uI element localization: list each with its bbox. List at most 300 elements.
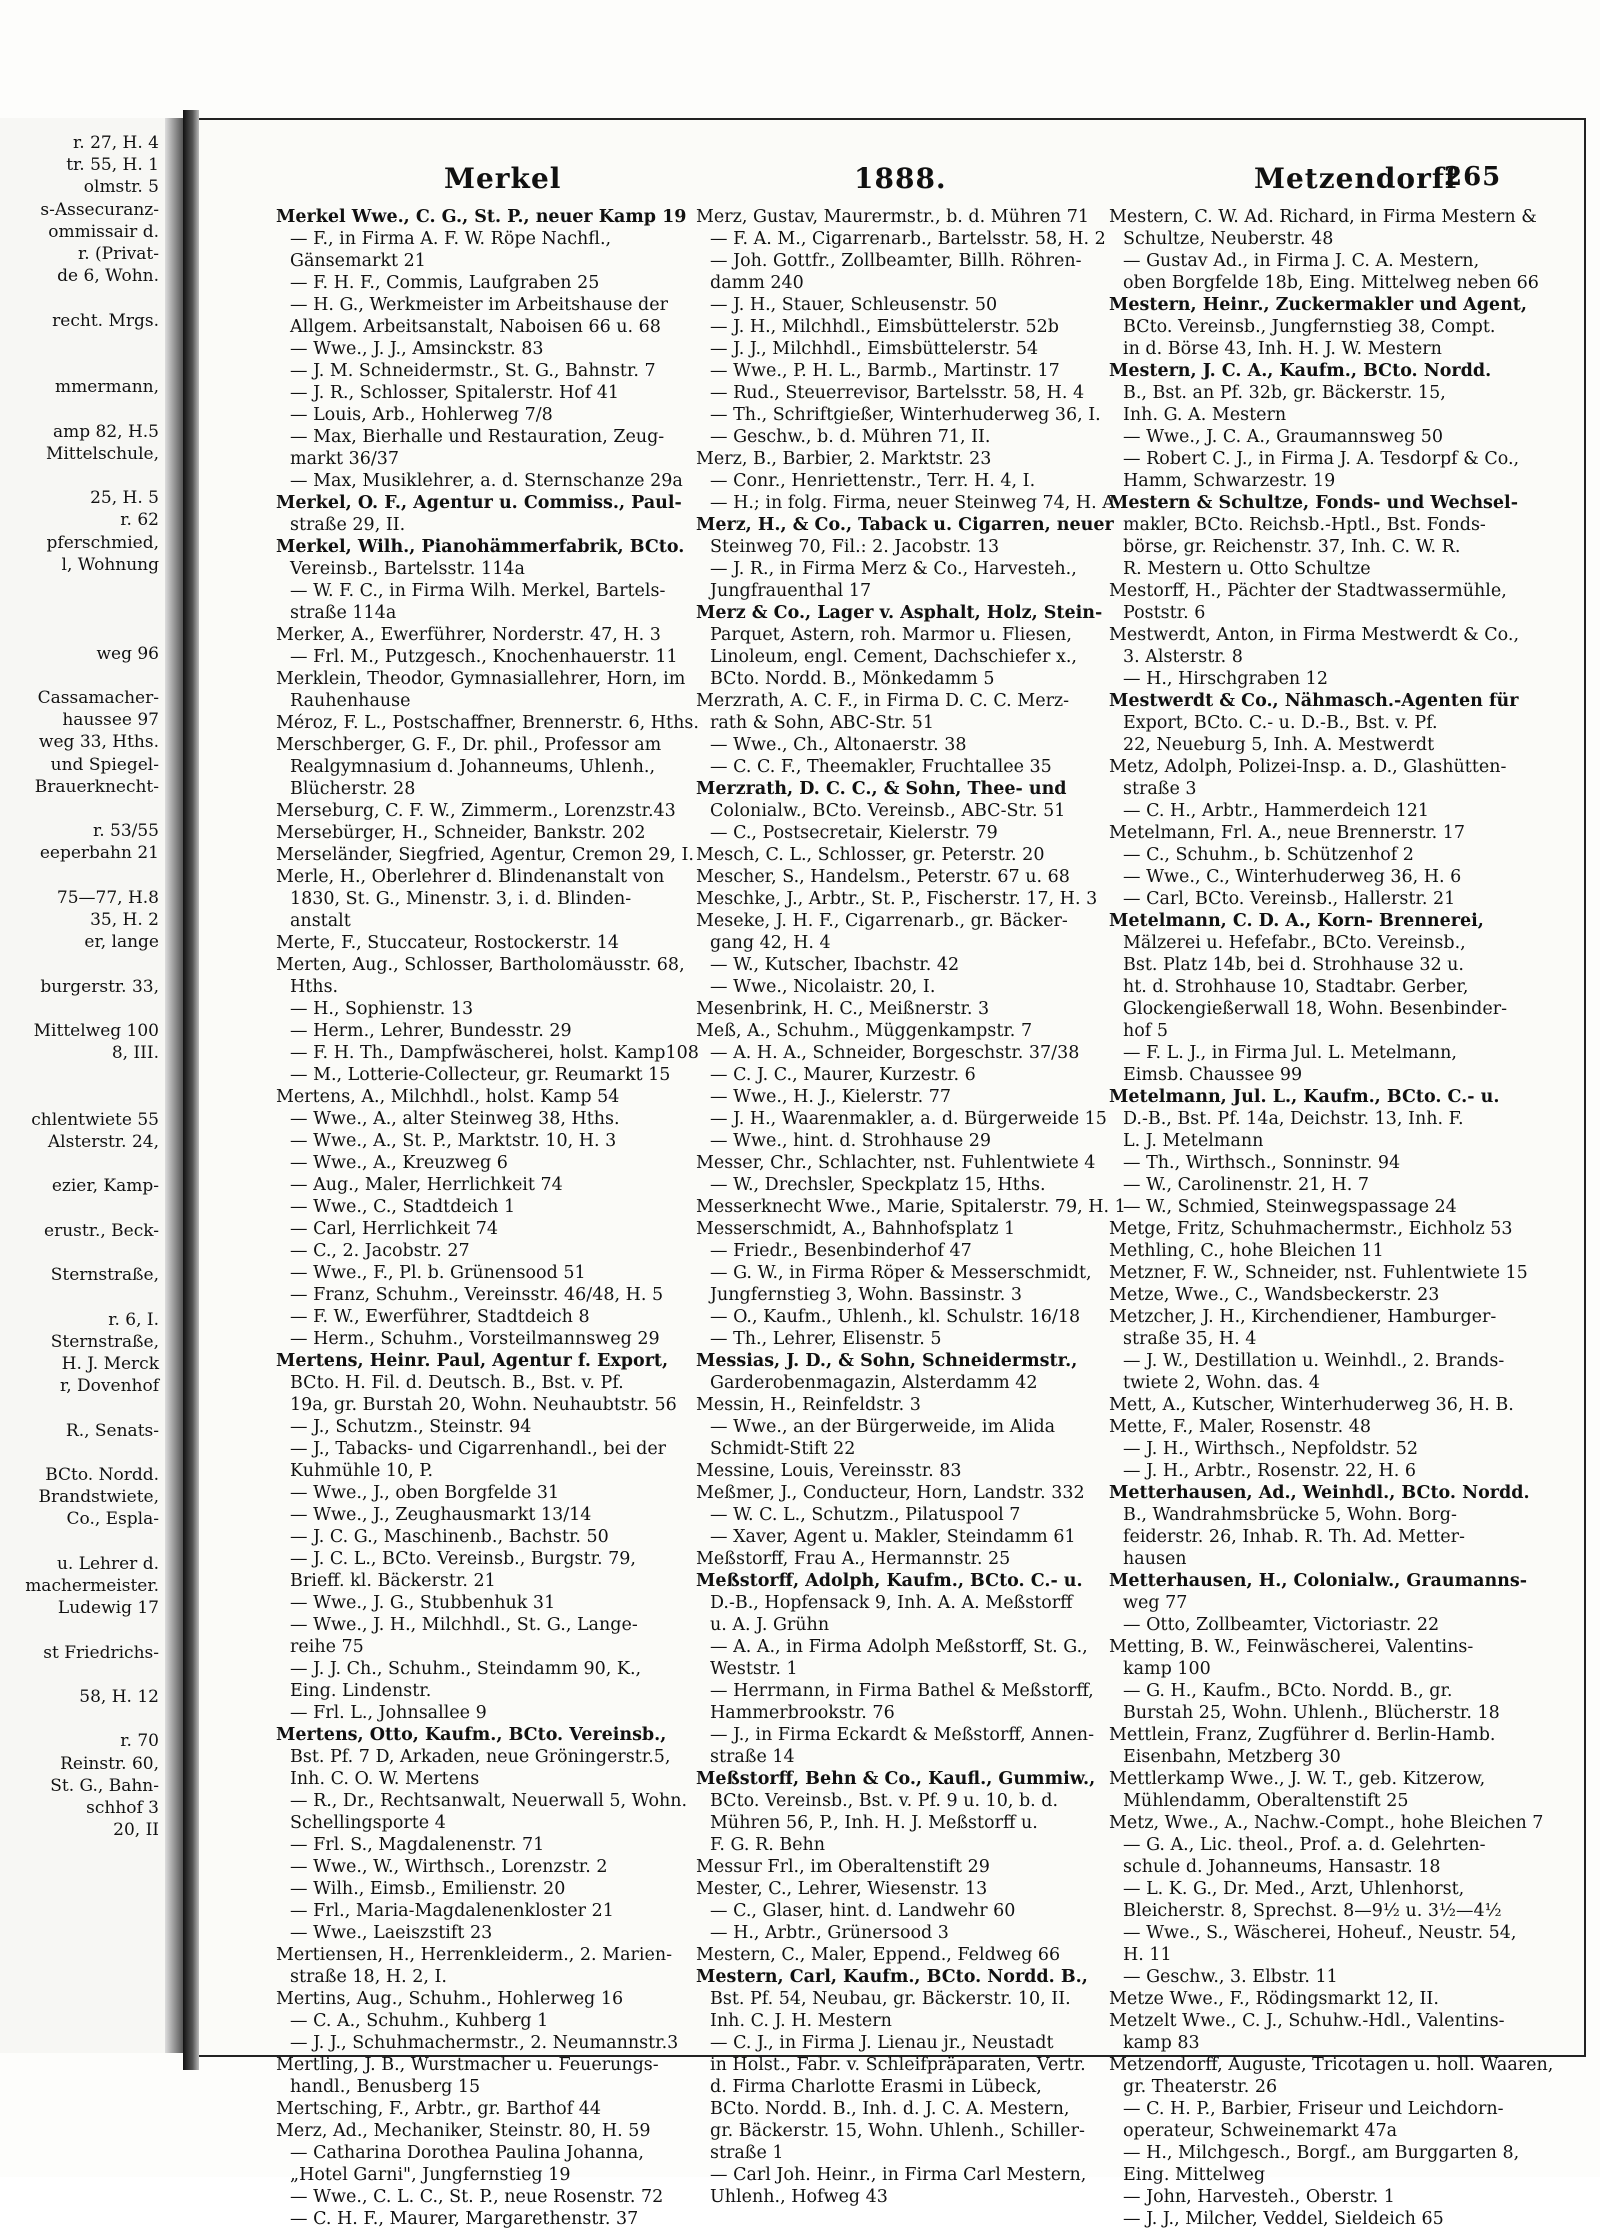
left-page-fragment-line: olmstr. 5 [83,177,159,198]
directory-entry: — Herrmann, in Firma Bathel & Meßstorff, [710,1681,1094,1701]
directory-entry: BCto. Vereinsb., Jungfernstieg 38, Compt. [1123,317,1496,337]
left-page-fragment-line: Cassamacher- [37,688,159,708]
left-page-fragment-line: 35, H. 2 [90,910,159,930]
directory-entry: Metzner, F. W., Schneider, nst. Fuhlentwiete 15 [1109,1263,1528,1283]
directory-entry: Blücherstr. 28 [290,779,416,799]
directory-entry: Merz, Ad., Mechaniker, Steinstr. 80, H. 59 [276,2121,651,2141]
left-page-fragment-line: st Friedrichs- [43,1642,159,1663]
directory-entry: — Th., Lehrer, Elisenstr. 5 [710,1329,942,1349]
directory-entry: — Aug., Maler, Herrlichkeit 74 [290,1175,563,1195]
directory-entry: Mestern, C. W. Ad. Richard, in Firma Mestern & [1109,207,1537,227]
directory-entry: Merz, B., Barbier, 2. Marktstr. 23 [696,449,992,469]
left-page-fragment-line: ommissair d. [48,221,159,242]
left-page-fragment-line: Alsterstr. 24, [47,1132,159,1152]
directory-entry: — Conr., Henriettenstr., Terr. H. 4, I. [710,471,1036,491]
directory-column-3 [1109,206,1554,2229]
directory-entry: — H., Milchgesch., Borgf., am Burggarten 8, [1123,2143,1520,2163]
directory-entry: 3. Alsterstr. 8 [1123,647,1243,667]
directory-entry: — J. J., Milcher, Veddel, Sieldeich 65 [1123,2209,1444,2229]
directory-entry: anstalt [290,911,351,931]
page-number: 265 [1444,162,1502,192]
directory-entry: — F. H. F., Commis, Laufgraben 25 [290,273,600,293]
directory-entry: — Wwe., an der Bürgerweide, im Alida [710,1417,1056,1437]
directory-entry: Mertens, Heinr. Paul, Agentur f. Export, [276,1351,669,1371]
directory-entry: — J. R., in Firma Merz & Co., Harvesteh., [710,559,1077,579]
directory-entry: Mertins, Aug., Schuhm., Hohlerweg 16 [276,1989,624,2009]
directory-entry: — Louis, Arb., Hohlerweg 7/8 [290,405,553,425]
directory-entry: Schultze, Neuberstr. 48 [1123,229,1334,249]
directory-entry: Mescher, S., Handelsm., Peterstr. 67 u. 68 [696,867,1070,887]
left-page-fragment-line: H. J. Merck [61,1354,159,1374]
left-page-fragment-line: r, Dovenhof [59,1376,159,1397]
left-page-fragment-line: St. G., Bahn- [50,1775,159,1796]
directory-entry: in d. Börse 43, Inh. H. J. W. Mestern [1123,339,1442,359]
directory-entry: — G. W., in Firma Röper & Messerschmidt, [710,1263,1092,1283]
directory-entry: — O., Kaufm., Uhlenh., kl. Schulstr. 16/18 [710,1307,1081,1327]
directory-entry: — J. H., Waarenmakler, a. d. Bürgerweide 15 [710,1109,1107,1129]
directory-entry: Garderobenmagazin, Alsterdamm 42 [710,1373,1038,1393]
directory-entry: — Max, Bierhalle und Restauration, Zeug- [290,427,665,447]
directory-entry: Meßstorff, Frau A., Hermannstr. 25 [696,1549,1011,1569]
directory-entry: börse, gr. Reichenstr. 37, Inh. C. W. R. [1123,537,1461,557]
directory-entry: Messer, Chr., Schlachter, nst. Fuhlentwiete 4 [696,1153,1096,1173]
directory-entry: — Geschw., b. d. Mühren 71, II. [710,427,991,447]
directory-entry: gr. Bäckerstr. 15, Wohn. Uhlenh., Schiller- [710,2121,1085,2141]
left-page-fragment-line: schhof 3 [86,1798,159,1818]
directory-entry: Bst. Pf. 7 D, Arkaden, neue Gröningerstr.5, [290,1747,671,1767]
left-page-gutter-shadow [165,118,183,2053]
directory-entry: Allgem. Arbeitsanstalt, Naboisen 66 u. 68 [290,317,661,337]
directory-entry: — Th., Wirthsch., Sonninstr. 94 [1123,1153,1401,1173]
left-page-fragment-line: r. 6, I. [108,1309,159,1330]
left-page-fragment-line: r. 62 [120,510,159,531]
left-page-fragment-line: Ludewig 17 [57,1598,159,1619]
directory-entry: Bst. Platz 14b, bei d. Strohhause 32 u. [1123,955,1464,975]
directory-entry: — Wwe., J. C. A., Graumannsweg 50 [1123,427,1444,447]
directory-entry: — Otto, Zollbeamter, Victoriastr. 22 [1123,1615,1440,1635]
directory-entry: Mühlendamm, Oberaltenstift 25 [1123,1791,1409,1811]
directory-entry: — Robert C. J., in Firma J. A. Tesdorpf & Co., [1123,449,1520,469]
directory-entry: — Carl, BCto. Vereinsb., Hallerstr. 21 [1123,889,1456,909]
left-page-fragment [0,118,185,2053]
left-page-fragment-line: ezier, Kamp- [51,1176,159,1197]
directory-entry: — Frl. L., Johnsallee 9 [290,1703,487,1723]
directory-entry: — H., Arbtr., Grünersood 3 [710,1923,949,1943]
directory-entry: — Wilh., Eimsb., Emilienstr. 20 [290,1879,566,1899]
left-page-fragment-line: erustr., Beck- [44,1220,159,1241]
directory-entry: — J. H., Stauer, Schleusenstr. 50 [710,295,998,315]
directory-entry: — W. F. C., in Firma Wilh. Merkel, Bartels- [290,581,666,601]
directory-entry: — Herm., Lehrer, Bundesstr. 29 [290,1021,572,1041]
directory-entry: — C., Glaser, hint. d. Landwehr 60 [710,1901,1016,1921]
directory-entry: — F. W., Ewerführer, Stadtdeich 8 [290,1307,590,1327]
directory-entry: Merseländer, Siegfried, Agentur, Cremon 29, I. [276,845,694,865]
directory-entry: d. Firma Charlotte Erasmi in Lübeck, [710,2077,1042,2097]
left-page-fragment-line: machermeister. [25,1576,159,1596]
directory-entry: straße 29, II. [290,515,406,535]
directory-entry: Poststr. 6 [1123,603,1206,623]
left-page-fragment-line: weg 33, Hths. [38,732,159,753]
directory-entry: — C. H. F., Maurer, Margarethenstr. 37 [290,2209,639,2229]
directory-entry: BCto. Nordd. B., Mönkedamm 5 [710,669,995,689]
directory-entry: straße 18, H. 2, I. [290,1967,447,1987]
directory-entry: Metze, Wwe., C., Wandsbeckerstr. 23 [1109,1285,1440,1305]
directory-entry: markt 36/37 [290,449,400,469]
left-page-fragment-line: 75—77, H.8 [56,887,159,908]
directory-entry: schule d. Johanneums, Hansastr. 18 [1123,1857,1441,1877]
directory-entry: — Wwe., C. L. C., St. P., neue Rosenstr. 72 [290,2187,664,2207]
directory-entry: weg 77 [1123,1593,1188,1613]
directory-entry: Mette, F., Maler, Rosenstr. 48 [1109,1417,1371,1437]
directory-entry: Weststr. 1 [710,1659,798,1679]
directory-entry: hausen [1123,1549,1187,1569]
directory-entry: straße 14 [710,1747,795,1767]
directory-entry: Mesenbrink, H. C., Meißnerstr. 3 [696,999,990,1019]
directory-entry: Vereinsb., Bartelsstr. 114a [290,559,525,579]
left-page-fragment-line: 20, II [113,1820,159,1841]
directory-entry: L. J. Metelmann [1123,1131,1264,1151]
directory-entry: Merz & Co., Lager v. Asphalt, Holz, Stein- [696,603,1103,623]
directory-entry: — F. H. Th., Dampfwäscherei, holst. Kamp108 [290,1043,699,1063]
left-page-fragment-line: chlentwiete 55 [31,1109,159,1130]
directory-entry: Merten, Aug., Schlosser, Bartholomäusstr. 68, [276,955,685,975]
directory-entry: Merklein, Theodor, Gymnasiallehrer, Horn, im [276,669,686,689]
left-page-fragment-line: 8, III. [111,1043,159,1064]
directory-entry: — J. M. Schneidermstr., St. G., Bahnstr. 7 [290,361,656,381]
directory-entry: Mestorff, H., Pächter der Stadtwassermühle, [1109,581,1507,601]
directory-entry: Meschke, J., Arbtr., St. P., Fischerstr. 17, H. 3 [696,889,1098,909]
directory-entry: Mestern, J. C. A., Kaufm., BCto. Nordd. [1109,361,1492,381]
directory-entry: — Wwe., W., Wirthsch., Lorenzstr. 2 [290,1857,608,1877]
directory-entry: B., Bst. an Pf. 32b, gr. Bäckerstr. 15, [1123,383,1446,403]
directory-entry: — C., Schuhm., b. Schützenhof 2 [1123,845,1414,865]
directory-entry: Mertsching, F., Arbtr., gr. Barthof 44 [276,2099,601,2119]
left-page-fragment-line: 58, H. 12 [79,1687,159,1707]
directory-entry: — J. J., Schuhmachermstr., 2. Neumannstr.3 [290,2033,679,2053]
directory-entry: gang 42, H. 4 [710,933,831,953]
left-page-fragment-line: Sternstraße, [50,1331,159,1352]
directory-entry: Bst. Pf. 54, Neubau, gr. Bäckerstr. 10, II. [710,1989,1071,2009]
left-page-fragment-line: eeperbahn 21 [39,843,159,864]
directory-entry: — J. J. Ch., Schuhm., Steindamm 90, K., [290,1659,642,1679]
directory-entry: Merz, H., & Co., Taback u. Cigarren, neuer [696,515,1114,535]
left-page-fragment-line: s-Assecuranz- [40,199,159,220]
directory-entry: — H., Hirschgraben 12 [1123,669,1328,689]
directory-entry: — W., Carolinenstr. 21, H. 7 [1123,1175,1369,1195]
directory-entry: Mertiensen, H., Herrenkleiderm., 2. Marien- [276,1945,673,1965]
directory-entry: Mett, A., Kutscher, Winterhuderweg 36, H. B. [1109,1395,1514,1415]
directory-entry: — H.; in folg. Firma, neuer Steinweg 74, H. A. [710,493,1121,513]
left-page-fragment-line: mmermann, [55,377,159,398]
directory-entry: Metelmann, Jul. L., Kaufm., BCto. C.- u. [1109,1087,1500,1107]
directory-entry: Messerknecht Wwe., Marie, Spitalerstr. 79, H. 1 [696,1197,1126,1217]
directory-entry: hof 5 [1123,1021,1168,1041]
directory-entry: — J., in Firma Eckardt & Meßstorff, Annen- [710,1725,1094,1745]
directory-entry: Metzelt Wwe., C. J., Schuhw.-Hdl., Valentins- [1109,2011,1505,2031]
directory-entry: Mertling, J. B., Wurstmacher u. Feuerungs- [276,2055,659,2075]
directory-entry: — J. W., Destillation u. Weinhdl., 2. Brands- [1123,1351,1505,1371]
directory-entry: B., Wandrahmsbrücke 5, Wohn. Borg- [1123,1505,1457,1525]
directory-entry: Merte, F., Stuccateur, Rostockerstr. 14 [276,933,620,953]
directory-entry: Meseke, J. H. F., Cigarrenarb., gr. Bäcker- [696,911,1068,931]
directory-entry: Mestern, C., Maler, Eppend., Feldweg 66 [696,1945,1061,1965]
left-page-fragment-line: und Spiegel- [50,754,159,775]
directory-entry: kamp 83 [1123,2033,1200,2053]
directory-entry: — Rud., Steuerrevisor, Bartelsstr. 58, H. 4 [710,383,1085,403]
directory-entry: feiderstr. 26, Inhab. R. Th. Ad. Metter- [1123,1527,1465,1547]
directory-entry: Mertens, A., Milchhdl., holst. Kamp 54 [276,1087,620,1107]
directory-entry: Mestwerdt & Co., Nähmasch.-Agenten für [1109,691,1519,711]
directory-entry: Hamm, Schwarzestr. 19 [1123,471,1336,491]
directory-entry: makler, BCto. Reichsb.-Hptl., Bst. Fonds- [1123,515,1486,535]
directory-entry: — Wwe., A., St. P., Marktstr. 10, H. 3 [290,1131,617,1151]
directory-entry: Metzendorff, Auguste, Tricotagen u. holl. Waaren, [1109,2055,1554,2075]
directory-entry: Colonialw., BCto. Vereinsb., ABC-Str. 51 [710,801,1066,821]
directory-entry: damm 240 [710,273,804,293]
left-page-fragment-line: Co., Espla- [66,1509,159,1530]
directory-entry: straße 3 [1123,779,1197,799]
directory-entry: 19a, gr. Burstah 20, Wohn. Neuhaubtstr. 56 [290,1395,677,1415]
directory-entry: Metz, Wwe., A., Nachw.-Compt., hohe Bleichen 7 [1109,1813,1544,1833]
directory-entry: Inh. C. O. W. Mertens [290,1769,480,1789]
directory-entry: Merzrath, D. C. C., & Sohn, Thee- und [696,779,1067,799]
directory-entry: — Gustav Ad., in Firma J. C. A. Mestern, [1123,251,1480,271]
directory-entry: — Wwe., A., alter Steinweg 38, Hths. [290,1109,620,1129]
directory-entry: straße 114a [290,603,397,623]
directory-entry: Merle, H., Oberlehrer d. Blindenanstalt von [276,867,665,887]
left-page-fragment-line: er, lange [84,932,159,953]
directory-entry: — Wwe., J. J., Amsinckstr. 83 [290,339,544,359]
directory-entry: Export, BCto. C.- u. D.-B., Bst. v. Pf. [1123,713,1438,733]
directory-entry: D.-B., Hopfensack 9, Inh. A. A. Meßstorff [710,1593,1073,1613]
directory-entry: straße 35, H. 4 [1123,1329,1257,1349]
directory-entry: operateur, Schweinemarkt 47a [1123,2121,1398,2141]
directory-entry: Meßstorff, Adolph, Kaufm., BCto. C.- u. [696,1571,1083,1591]
directory-entry: Eing. Lindenstr. [290,1681,432,1701]
directory-entry: Metelmann, C. D. A., Korn- Brennerei, [1109,911,1484,931]
directory-entry: in Holst., Fabr. v. Schleifpräparaten, Vertr. [710,2055,1086,2075]
directory-entry: — J. R., Schlosser, Spitalerstr. Hof 41 [290,383,620,403]
left-page-fragment-line: weg 96 [96,643,159,664]
directory-entry: — W. C. L., Schutzm., Pilatuspool 7 [710,1505,1021,1525]
directory-entry: R. Mestern u. Otto Schultze [1123,559,1371,579]
directory-entry: Metzcher, J. H., Kirchendiener, Hamburger- [1109,1307,1497,1327]
directory-entry: — G. A., Lic. theol., Prof. a. d. Gelehrten- [1123,1835,1486,1855]
directory-entry: — Geschw., 3. Elbstr. 11 [1123,1967,1338,1987]
left-page-fragment-line: recht. Mrgs. [52,310,159,331]
directory-entry: Merseburg, C. F. W., Zimmerm., Lorenzstr.43 [276,801,676,821]
directory-entry: — C. J. C., Maurer, Kurzestr. 6 [710,1065,976,1085]
directory-entry: Metting, B. W., Feinwäscherei, Valentins- [1109,1637,1474,1657]
directory-entry: — J. C. G., Maschinenb., Bachstr. 50 [290,1527,609,1547]
directory-entry: Metterhausen, H., Colonialw., Graumanns- [1109,1571,1528,1591]
directory-entry: — Wwe., C., Stadtdeich 1 [290,1197,516,1217]
directory-entry: Mestern, Heinr., Zuckermakler und Agent, [1109,295,1527,315]
directory-entry: — Wwe., J., Zeughausmarkt 13/14 [290,1505,592,1525]
directory-entry: — Wwe., Ch., Altonaerstr. 38 [710,735,967,755]
header-left-keyword: Merkel [444,162,562,195]
directory-entry: — Th., Schriftgießer, Winterhuderweg 36, I. [710,405,1101,425]
directory-entry: — Wwe., J., oben Borgfelde 31 [290,1483,560,1503]
directory-entry: — H. G., Werkmeister im Arbeitshause der [290,295,668,315]
directory-entry: — A. H. A., Schneider, Borgeschstr. 37/38 [710,1043,1080,1063]
directory-page [199,118,1586,2229]
directory-entry: — Wwe., A., Kreuzweg 6 [290,1153,508,1173]
left-page-fragment-line: r. 70 [120,1731,159,1752]
directory-entry: Messine, Louis, Vereinsstr. 83 [696,1461,962,1481]
directory-entry: Eing. Mittelweg [1123,2165,1266,2185]
directory-entry: Merz, Gustav, Maurermstr., b. d. Mühren 71 [696,207,1090,227]
directory-entry: D.-B., Bst. Pf. 14a, Deichstr. 13, Inh. F. [1123,1109,1464,1129]
directory-entry: Merzrath, A. C. F., in Firma D. C. C. Merz- [696,691,1070,711]
directory-entry: — J., Tabacks- und Cigarrenhandl., bei der [290,1439,667,1459]
directory-entry: Mettlerkamp Wwe., J. W. T., geb. Kitzerow, [1109,1769,1486,1789]
left-page-fragment-line: R., Senats- [65,1420,159,1441]
directory-entry: Inh. C. J. H. Mestern [710,2011,892,2031]
directory-entry: Linoleum, engl. Cement, Dachschiefer x., [710,647,1077,667]
directory-entry: Metterhausen, Ad., Weinhdl., BCto. Nordd. [1109,1483,1530,1503]
directory-entry: Schmidt-Stift 22 [710,1439,856,1459]
directory-entry: rath & Sohn, ABC-Str. 51 [710,713,934,733]
directory-entry: — Franz, Schuhm., Vereinsstr. 46/48, H. 5 [290,1285,664,1305]
directory-entry: Mälzerei u. Hefefabr., BCto. Vereinsb., [1123,933,1466,953]
directory-entry: — Catharina Dorothea Paulina Johanna, [290,2143,644,2163]
directory-entry: — J. C. L., BCto. Vereinsb., Burgstr. 79, [290,1549,636,1569]
directory-entry: — Carl, Herrlichkeit 74 [290,1219,499,1239]
directory-entry: Meßstorff, Behn & Co., Kaufl., Gummiw., [696,1769,1096,1789]
directory-entry: — G. H., Kaufm., BCto. Nordd. B., gr. [1123,1681,1453,1701]
directory-entry: Merkel, Wilh., Pianohämmerfabrik, BCto. [276,537,685,557]
directory-entry: — C. C. F., Theemakler, Fruchtallee 35 [710,757,1052,777]
left-page-fragment-line: r. 53/55 [92,821,159,842]
directory-entry: — L. K. G., Dr. Med., Arzt, Uhlenhorst, [1123,1879,1465,1899]
directory-entry: Metelmann, Frl. A., neue Brennerstr. 17 [1109,823,1466,843]
left-page-fragment-line: Mittelweg 100 [33,1021,159,1041]
directory-entry: handl., Benusberg 15 [290,2077,481,2097]
directory-entry: — Max, Musiklehrer, a. d. Sternschanze 29a [290,471,683,491]
directory-entry: — Wwe., H. J., Kielerstr. 77 [710,1087,952,1107]
left-page-fragment-line: Brandstwiete, [38,1487,159,1508]
directory-entry: Mestern & Schultze, Fonds- und Wechsel- [1109,493,1518,513]
directory-entry: kamp 100 [1123,1659,1211,1679]
directory-entry: — F. L. J., in Firma Jul. L. Metelmann, [1123,1043,1457,1063]
directory-entry: — C. A., Schuhm., Kuhberg 1 [290,2011,549,2031]
directory-entry: BCto. Vereinsb., Bst. v. Pf. 9 u. 10, b. d. [710,1791,1059,1811]
directory-entry: Mestwerdt, Anton, in Firma Mestwerdt & Co., [1109,625,1520,645]
left-page-fragment-line: l, Wohnung [61,554,159,575]
directory-entry: Meßmer, J., Conducteur, Horn, Landstr. 332 [696,1483,1085,1503]
directory-entry: BCto. H. Fil. d. Deutsch. B., Bst. v. Pf. [290,1373,624,1393]
directory-column-1 [276,206,699,2229]
directory-entry: Metz, Adolph, Polizei-Insp. a. D., Glashütten- [1109,757,1507,777]
left-page-fragment-line: Sternstraße, [50,1265,159,1286]
directory-entry: — C., 2. Jacobstr. 27 [290,1241,470,1261]
directory-entry: — J., Schutzm., Steinstr. 94 [290,1417,532,1437]
directory-entry: — C. H. P., Barbier, Friseur und Leichdorn- [1123,2099,1504,2119]
directory-entry: Realgymnasium d. Johanneums, Uhlenh., [290,757,656,777]
directory-entry: Bleicherstr. 8, Sprechst. 8—9½ u. 3½—4½ [1123,1901,1502,1921]
directory-entry: — Wwe., C., Winterhuderweg 36, H. 6 [1123,867,1462,887]
directory-entry: u. A. J. Grühn [710,1615,830,1635]
directory-entry: Schellingsporte 4 [290,1813,446,1833]
left-page-fragment-line: r. (Privat- [77,244,159,264]
directory-entry: — Herm., Schuhm., Vorsteilmannsweg 29 [290,1329,660,1349]
directory-entry: — Wwe., J. G., Stubbenhuk 31 [290,1593,556,1613]
directory-entry: — Friedr., Besenbinderhof 47 [710,1241,972,1261]
directory-entry: Jungfernstieg 3, Wohn. Bassinstr. 3 [710,1285,1023,1305]
directory-entry: twiete 2, Wohn. das. 4 [1123,1373,1321,1393]
directory-entry: Uhlenh., Hofweg 43 [710,2187,888,2207]
directory-entry: — W., Kutscher, Ibachstr. 42 [710,955,960,975]
directory-entry: — Joh. Gottfr., Zollbeamter, Billh. Röhren- [710,251,1082,271]
directory-entry: 22, Neueburg 5, Inh. A. Mestwerdt [1123,735,1435,755]
directory-entry: Gänsemarkt 21 [290,251,426,271]
directory-entry: — Frl. S., Magdalenenstr. 71 [290,1835,545,1855]
directory-entry: straße 1 [710,2143,784,2163]
left-page-fragment-line: haussee 97 [62,710,159,731]
directory-entry: Mühren 56, P., Inh. H. J. Meßstorff u. [710,1813,1038,1833]
directory-entry: Inh. G. A. Mestern [1123,405,1287,425]
directory-entry: — W., Drechsler, Speckplatz 15, Hths. [710,1175,1046,1195]
directory-entry: — M., Lotterie-Collecteur, gr. Reumarkt 15 [290,1065,671,1085]
directory-entry: Hths. [290,977,339,997]
left-page-fragment-line: u. Lehrer d. [56,1553,159,1574]
directory-entry: Merker, A., Ewerführer, Norderstr. 47, H. 3 [276,625,661,645]
directory-entry: — John, Harvesteh., Oberstr. 1 [1123,2187,1395,2207]
directory-entry: Metze Wwe., F., Rödingsmarkt 12, II. [1109,1989,1439,2009]
directory-entry: oben Borgfelde 18b, Eing. Mittelweg neben 66 [1123,273,1539,293]
directory-entry: ht. d. Strohhause 10, Stadtabr. Gerber, [1123,977,1469,997]
directory-entry: — F., in Firma A. F. W. Röpe Nachfl., [290,229,612,249]
directory-entry: — Wwe., Laeiszstift 23 [290,1923,493,1943]
directory-entry: Mesch, C. L., Schlosser, gr. Peterstr. 20 [696,845,1045,865]
directory-entry: — F. A. M., Cigarrenarb., Bartelsstr. 58, H. 2 [710,229,1106,249]
directory-entry: — Wwe., P. H. L., Barmb., Martinstr. 17 [710,361,1060,381]
directory-entry: BCto. Nordd. B., Inh. d. J. C. A. Mestern, [710,2099,1070,2119]
directory-entry: — Frl. M., Putzgesch., Knochenhauerstr. 11 [290,647,678,667]
directory-entry: — C. H., Arbtr., Hammerdeich 121 [1123,801,1430,821]
directory-entry: Steinweg 70, Fil.: 2. Jacobstr. 13 [710,537,1000,557]
directory-entry: Méroz, F. L., Postschaffner, Brennerstr. 6, Hths. [276,713,699,733]
left-page-fragment-line: burgerstr. 33, [40,976,159,997]
left-page-fragment-line: tr. 55, H. 1 [66,155,159,176]
directory-entry: „Hotel Garni", Jungfernstieg 19 [290,2165,571,2185]
directory-entry: H. 11 [1123,1945,1172,1965]
directory-entry: Mertens, Otto, Kaufm., BCto. Vereinsb., [276,1725,667,1745]
directory-entry: Meß, A., Schuhm., Müggenkampstr. 7 [696,1021,1033,1041]
header-year: 1888. [854,162,947,195]
directory-entry: Eimsb. Chaussee 99 [1123,1065,1303,1085]
directory-entry: Metge, Fritz, Schuhmachermstr., Eichholz 53 [1109,1219,1513,1239]
directory-entry: — J. H., Milchhdl., Eimsbüttelerstr. 52b [710,317,1059,337]
directory-entry: — Carl Joh. Heinr., in Firma Carl Mestern, [710,2165,1087,2185]
directory-entry: — A. A., in Firma Adolph Meßstorff, St. G., [710,1637,1088,1657]
directory-entry: Glockengießerwall 18, Wohn. Besenbinder- [1123,999,1508,1019]
directory-entry: Kuhmühle 10, P. [290,1461,434,1481]
directory-entry: Messin, H., Reinfeldstr. 3 [696,1395,921,1415]
directory-entry: Mester, C., Lehrer, Wiesenstr. 13 [696,1879,988,1899]
left-page-fragment-line: amp 82, H.5 [52,421,159,442]
directory-entry: — Wwe., S., Wäscherei, Hoheuf., Neustr. 54, [1123,1923,1517,1943]
directory-entry: — J. H., Wirthsch., Nepfoldstr. 52 [1123,1439,1419,1459]
directory-entry: — Wwe., Nicolaistr. 20, I. [710,977,936,997]
directory-entry: — J. J., Milchhdl., Eimsbüttelerstr. 54 [710,339,1039,359]
left-page-fragment-line: Reinstr. 60, [60,1753,159,1774]
directory-entry: — H., Sophienstr. 13 [290,999,474,1019]
directory-entry: 1830, St. G., Minenstr. 3, i. d. Blinden- [290,889,632,909]
book-spine [183,110,199,2070]
left-page-fragment-line: Brauerknecht- [34,776,159,797]
